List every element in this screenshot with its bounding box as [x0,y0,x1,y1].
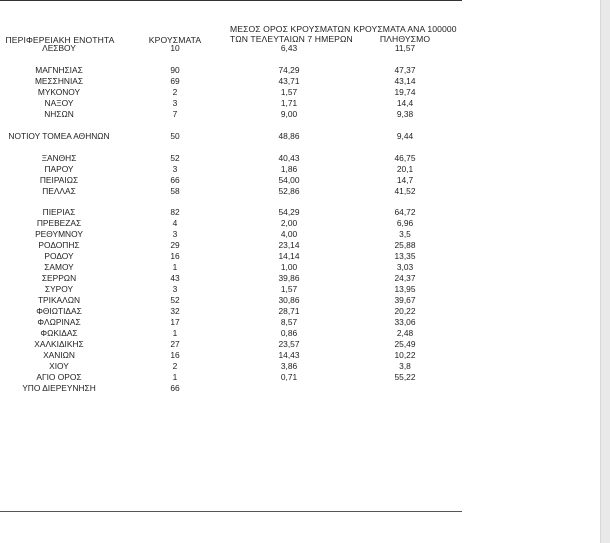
cell-7day-average: 9,00 [280,109,298,119]
cell-7day-average: 43,71 [278,76,300,86]
cell-cases: 4 [172,218,178,228]
header-per-100k [350,24,460,44]
table-row [0,251,462,262]
cell-cases: 58 [170,186,180,196]
table-row [0,153,462,164]
cell-cases: 52 [170,295,180,305]
table-row [0,240,462,251]
cell-region: ΑΓΙΟ ΟΡΟΣ [36,372,82,382]
table-row [0,295,462,306]
table-row [0,76,462,87]
cell-7day-average: 3,86 [280,361,298,371]
cell-7day-average: 6,43 [280,43,298,53]
cell-per-100k: 9,38 [396,109,414,119]
cell-per-100k: 33,06 [394,317,416,327]
table-row [0,328,462,339]
cell-region: ΧΑΝΙΩΝ [43,350,75,360]
cell-cases: 1 [172,328,178,338]
cell-per-100k: 19,74 [394,87,416,97]
cell-cases: 1 [172,262,178,272]
table-row [0,131,462,142]
cell-cases: 43 [170,273,180,283]
cell-7day-average: 54,00 [278,175,300,185]
cell-cases: 10 [170,43,180,53]
cell-region: ΡΟΔΟΥ [44,251,74,261]
cell-cases: 3 [172,284,178,294]
cell-per-100k: 13,35 [394,251,416,261]
table-row [0,372,462,383]
cell-region: ΦΛΩΡΙΝΑΣ [37,317,81,327]
cell-cases: 90 [170,65,180,75]
cell-per-100k: 3,8 [399,361,411,371]
cell-region: ΤΡΙΚΑΛΩΝ [37,295,81,305]
table-row [0,186,462,197]
cell-7day-average: 52,86 [278,186,300,196]
table-row [0,350,462,361]
cell-cases: 82 [170,207,180,217]
cell-region: ΛΕΣΒΟΥ [42,43,76,53]
header-per100k-line1: ΚΡΟΥΣΜΑΤΑ ΑΝΑ 100000 [353,24,457,34]
cell-cases: 16 [170,251,180,261]
cell-7day-average: 48,86 [278,131,300,141]
cell-per-100k: 20,1 [396,164,414,174]
cell-7day-average: 23,57 [278,339,300,349]
table-row [0,207,462,218]
cell-region: ΡΟΔΟΠΗΣ [38,240,80,250]
cell-region: ΠΕΛΛΑΣ [42,186,76,196]
cell-per-100k: 46,75 [394,153,416,163]
cell-cases: 1 [172,372,178,382]
cell-cases: 29 [170,240,180,250]
cell-region: ΧΑΛΚΙΔΙΚΗΣ [34,339,84,349]
cell-region: ΣΕΡΡΩΝ [41,273,77,283]
cell-cases: 50 [170,131,180,141]
cell-per-100k: 14,7 [396,175,414,185]
table-row [0,339,462,350]
top-rule [0,0,462,1]
cell-region: ΥΠΟ ΔΙΕΡΕΥΝΗΣΗ [22,383,96,393]
table-row [0,284,462,295]
table-row [0,218,462,229]
cell-region: ΠΙΕΡΙΑΣ [42,207,76,217]
cell-region: ΧΙΟΥ [49,361,69,371]
cell-region: ΜΑΓΝΗΣΙΑΣ [35,65,83,75]
header-7day-average [230,24,353,44]
cell-per-100k: 24,37 [394,273,416,283]
cell-region: ΦΘΙΩΤΙΔΑΣ [36,306,82,316]
cell-region: ΣΥΡΟΥ [44,284,74,294]
cell-per-100k: 10,22 [394,350,416,360]
table-row [0,65,462,76]
cell-cases: 27 [170,339,180,349]
cell-cases: 3 [172,98,178,108]
table-row [0,306,462,317]
cell-cases: 2 [172,361,178,371]
cell-7day-average: 40,43 [278,153,300,163]
table-row [0,87,462,98]
cell-7day-average: 1,57 [280,284,298,294]
table-row [0,164,462,175]
table-row [0,317,462,328]
cell-region: ΡΕΘΥΜΝΟΥ [35,229,83,239]
cell-cases: 66 [170,383,180,393]
cell-region: ΞΑΝΘΗΣ [41,153,77,163]
cell-per-100k: 43,14 [394,76,416,86]
cell-per-100k: 25,49 [394,339,416,349]
table-row [0,109,462,120]
cell-cases: 17 [170,317,180,327]
cell-7day-average: 1,57 [280,87,298,97]
cell-7day-average: 0,71 [280,372,298,382]
cell-region: ΠΑΡΟΥ [44,164,74,174]
table-row [0,262,462,273]
header-region: ΠΕΡΙΦΕΡΕΙΑΚΗ ΕΝΟΤΗΤΑ [5,35,115,45]
cell-per-100k: 14,4 [396,98,414,108]
cell-region: ΦΩΚΙΔΑΣ [40,328,78,338]
cell-region: ΜΥΚΟΝΟΥ [37,87,81,97]
cell-7day-average: 30,86 [278,295,300,305]
cell-region: ΝΗΣΩΝ [44,109,74,119]
header-avg-line1: ΜΕΣΟΣ ΟΡΟΣ ΚΡΟΥΣΜΑΤΩΝ [230,24,351,34]
cell-7day-average: 1,71 [280,98,298,108]
cell-cases: 7 [172,109,178,119]
table-row [0,383,462,394]
cell-per-100k: 2,48 [396,328,414,338]
cell-per-100k: 9,44 [396,131,414,141]
cell-7day-average: 39,86 [278,273,300,283]
table-row [0,229,462,240]
cell-region: ΠΡΕΒΕΖΑΣ [36,218,82,228]
cell-region: ΠΕΙΡΑΙΩΣ [39,175,79,185]
cell-7day-average: 2,00 [280,218,298,228]
cell-per-100k: 3,03 [396,262,414,272]
cell-cases: 3 [172,164,178,174]
cell-region: ΝΑΞΟΥ [44,98,74,108]
cell-7day-average: 23,14 [278,240,300,250]
cell-per-100k: 13,95 [394,284,416,294]
cell-per-100k: 20,22 [394,306,416,316]
cell-per-100k: 55,22 [394,372,416,382]
table-row [0,43,462,54]
cell-per-100k: 3,5 [399,229,411,239]
cell-7day-average: 14,14 [278,251,300,261]
cell-region: ΝΟΤΙΟΥ ΤΟΜΕΑ ΑΘΗΝΩΝ [8,131,110,141]
header-avg-line2: ΤΩΝ ΤΕΛΕΥΤΑΙΩΝ 7 ΗΜΕΡΩΝ [230,34,353,44]
cell-cases: 52 [170,153,180,163]
cell-7day-average: 4,00 [280,229,298,239]
bottom-rule [0,511,462,512]
cell-7day-average: 1,00 [280,262,298,272]
cell-cases: 69 [170,76,180,86]
table-row [0,175,462,186]
cell-region: ΣΑΜΟΥ [44,262,74,272]
cell-per-100k: 39,67 [394,295,416,305]
cell-region: ΜΕΣΣΗΝΙΑΣ [34,76,84,86]
header-cases: ΚΡΟΥΣΜΑΤΑ [148,35,202,45]
cell-cases: 2 [172,87,178,97]
cell-per-100k: 25,88 [394,240,416,250]
cell-7day-average: 54,29 [278,207,300,217]
cell-cases: 32 [170,306,180,316]
cell-per-100k: 6,96 [396,218,414,228]
table-row [0,361,462,372]
header-per100k-line2: ΠΛΗΘΥΣΜΟ [379,34,431,44]
table-row [0,98,462,109]
cell-per-100k: 11,57 [394,43,416,53]
cell-cases: 3 [172,229,178,239]
cell-7day-average: 1,86 [280,164,298,174]
cell-cases: 16 [170,350,180,360]
cell-cases: 66 [170,175,180,185]
viewer-background [601,0,610,543]
cell-7day-average: 8,57 [280,317,298,327]
cell-7day-average: 28,71 [278,306,300,316]
cell-per-100k: 41,52 [394,186,416,196]
cell-7day-average: 74,29 [278,65,300,75]
cell-7day-average: 14,43 [278,350,300,360]
cell-7day-average: 0,86 [280,328,298,338]
cell-per-100k: 47,37 [394,65,416,75]
cell-per-100k: 64,72 [394,207,416,217]
table-row [0,273,462,284]
